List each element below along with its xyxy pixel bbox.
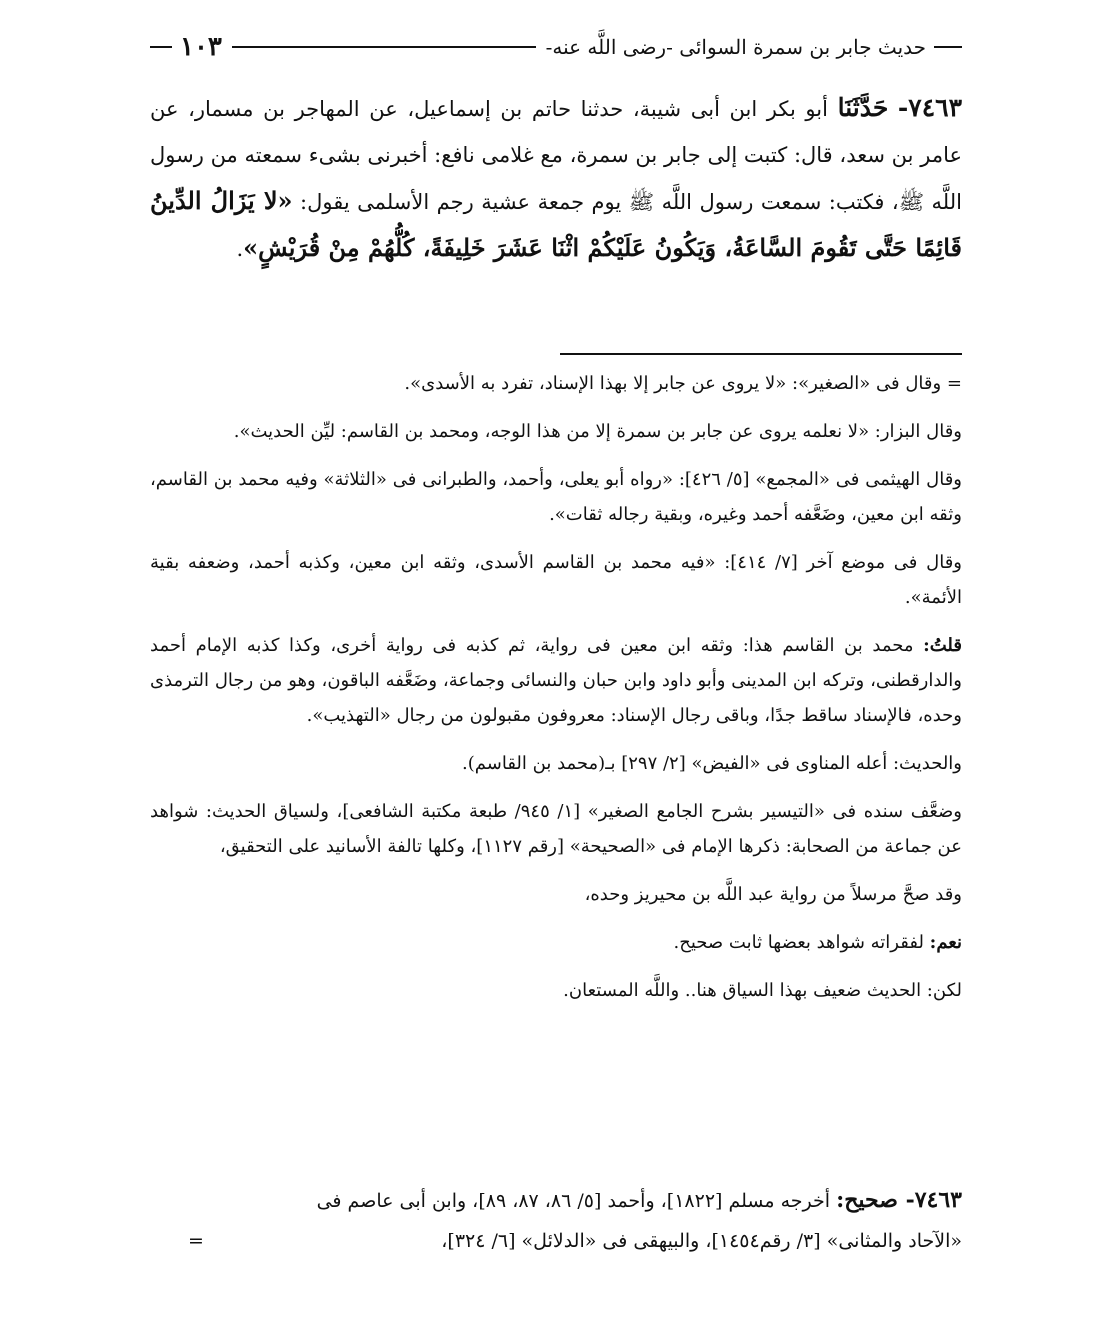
- footnote-text: محمد بن القاسم هذا: وثقه ابن معين فى رواية، ثم كذبه فى رواية أخرى، وكذا كذبه الإمام أحمد والدارقطنى، وتركه ابن المدينى وأبو داود وابن حبان والنسائى وجماعة، وضَعَّفه الباقون، وهو من رجال الترمذى وحده، فالإسناد ساقط جدًا، وباقى رجال الإسناد: معروفون مقبولون من رجال «التهذيب».: [150, 635, 962, 726]
- hadith-text: [150, 85, 962, 272]
- takhrij-text: «الآحاد والمثانى» [٣/ رقم١٤٥٤]، والبيهقى فى «الدلائل» [٦/ ٣٢٤]،: [441, 1230, 962, 1252]
- footnote-label: قلتُ:: [923, 635, 962, 656]
- hadith-isnad: أبو بكر ابن أبى شيبة، حدثنا حاتم بن إسماعيل، عن المهاجر بن مسمار، عن عامر بن سعد، قال: كتبت إلى جابر بن سمرة، مع غلامى نافع: أخبرنى بشىء سمعته من رسول اللَّه ﷺ، فكتب: سمعت رسول اللَّه ﷺ يوم جمعة عشية رجم الأسلمى يقول:: [150, 97, 962, 214]
- footnote-paragraph: وقد صحَّ مرسلاً من رواية عبد اللَّه بن محيريز وحده،: [584, 884, 962, 905]
- takhrij: [150, 1180, 962, 1261]
- footnote-paragraph: والحديث: أعله المناوى فى «الفيض» [٢/ ٢٩٧] بـ(محمد بن القاسم).: [462, 753, 962, 774]
- footnote-text: لفقراته شواهد بعضها ثابت صحيح.: [673, 932, 924, 953]
- hadith-end: .: [236, 237, 244, 261]
- footnote-paragraph: لكن: الحديث ضعيف بهذا السياق هنا.. واللَّه المستعان.: [563, 980, 962, 1001]
- page-number: ١٠٣: [180, 32, 222, 62]
- header-dash: [150, 46, 172, 48]
- hadith-opening: حَدَّثَنَا: [837, 93, 889, 122]
- takhrij-heading: ٧٤٦٣- صحيح:: [836, 1187, 962, 1213]
- header-title: حديث جابر بن سمرة السوائى -رضى اللَّه عنه-: [545, 35, 926, 59]
- footnote-paragraph: وقال فى موضع آخر [٧/ ٤١٤]: «فيه محمد بن القاسم الأسدى، وثقه ابن معين، وكذبه أحمد، وضعفه بقية الأئمة».: [150, 552, 962, 608]
- takhrij-line: [150, 1180, 962, 1221]
- header-rule: [232, 46, 536, 48]
- hadith-matn: «لا يَزَالُ الدِّينُ قَائِمًا حَتَّى تَقُومَ السَّاعَةُ، وَيَكُونُ عَلَيْكُمْ اثْنَا عَشَرَ خَلِيفَةً، كُلُّهُمْ مِنْ قُرَيْشٍ»: [150, 186, 962, 262]
- footnote-paragraph: [150, 925, 962, 960]
- running-header: [150, 22, 962, 72]
- takhrij-line: [150, 1221, 962, 1261]
- footnote-paragraph: وقال الهيثمى فى «المجمع» [٥/ ٤٢٦]: «رواه أبو يعلى، وأحمد، والطبرانى فى «الثلاثة» وفيه محمد بن القاسم، وثقه ابن معين، وضَعَّفه أحمد وغيره، وبقية رجاله ثقات».: [150, 469, 962, 525]
- footnote-label: نعم:: [929, 932, 962, 953]
- continuation-mark: =: [188, 1230, 204, 1252]
- footnote-paragraph: وضعَّف سنده فى «التيسير بشرح الجامع الصغير» [١/ ٩٤٥/ طبعة مكتبة الشافعى]، ولسياق الحديث: شواهد عن جماعة من الصحابة: ذكرها الإمام فى «الصحيحة» [رقم ١١٢٧]، وكلها تالفة الأسانيد على التحقيق،: [150, 801, 962, 857]
- hadith-number: ٧٤٦٣-: [897, 93, 962, 122]
- footnote-paragraph: وقال البزار: «لا نعلمه يروى عن جابر بن سمرة إلا من هذا الوجه، ومحمد بن القاسم: ليِّن الحديث».: [233, 421, 962, 442]
- footnote-paragraph: [150, 628, 962, 733]
- footnotes: [150, 366, 962, 1021]
- takhrij-text: أخرجه مسلم [١٨٢٢]، وأحمد [٥/ ٨٦، ٨٧، ٨٩]، وابن أبى عاصم فى: [316, 1190, 831, 1212]
- header-dash: [934, 46, 962, 48]
- footnote-separator: [560, 353, 962, 355]
- footnote-paragraph: = وقال فى «الصغير»: «لا يروى عن جابر إلا بهذا الإسناد، تفرد به الأسدى».: [404, 373, 962, 394]
